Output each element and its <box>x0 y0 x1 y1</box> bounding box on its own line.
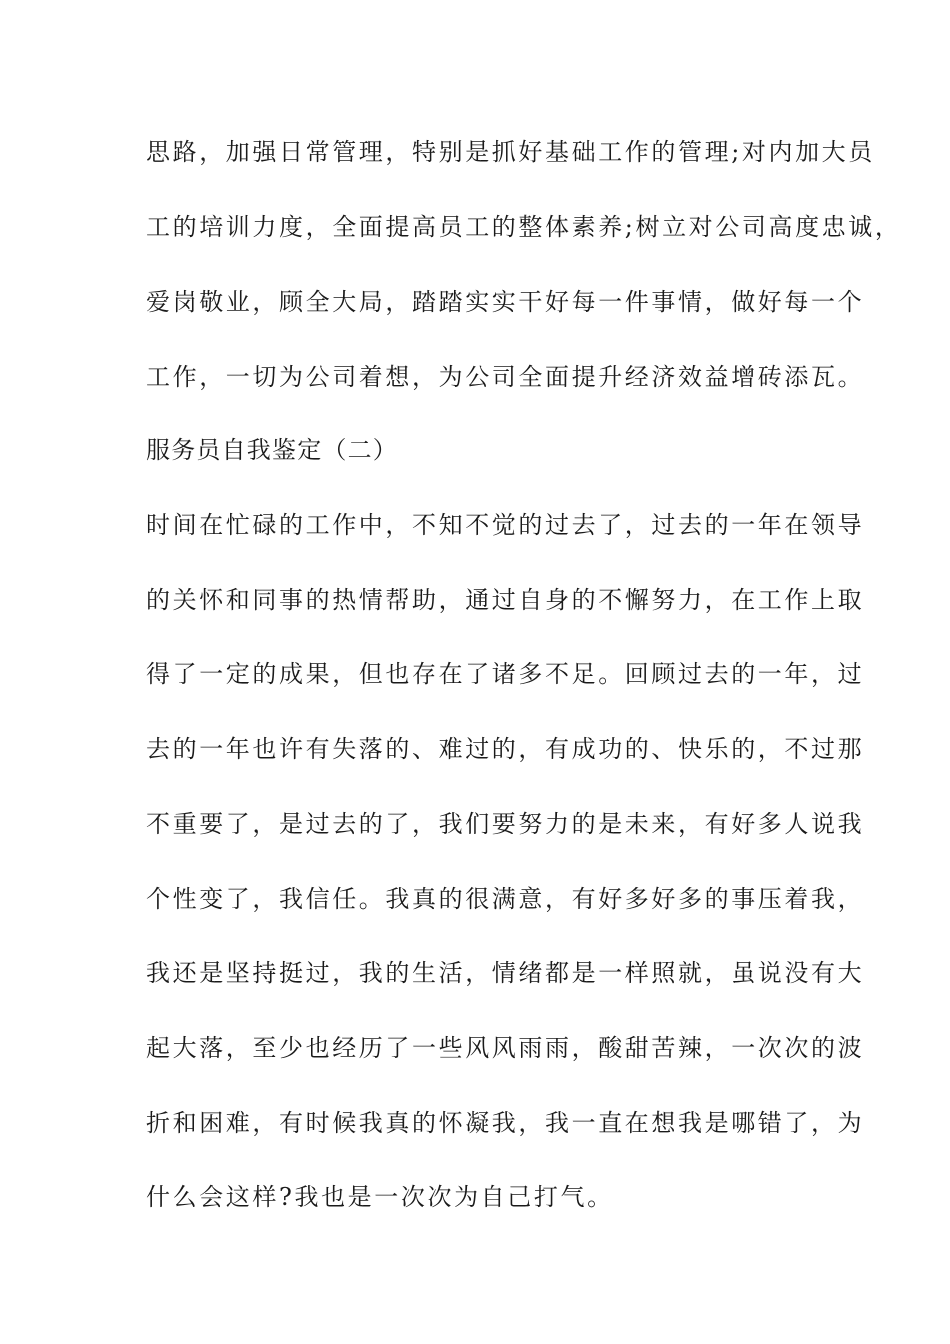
text-line: 思路，加强日常管理，特别是抓好基础工作的管理;对内加大员 <box>146 138 875 166</box>
text-line: 去的一年也许有失落的、难过的，有成功的、快乐的，不过那 <box>146 735 865 763</box>
text-line: 我还是坚持挺过，我的生活，情绪都是一样照就，虽说没有大 <box>146 959 865 987</box>
text-line: 的关怀和同事的热情帮助，通过自身的不懈努力，在工作上取 <box>146 586 865 614</box>
text-line: 什么会这样?我也是一次次为自己打气。 <box>146 1183 614 1211</box>
text-line: 折和困难，有时候我真的怀凝我，我一直在想我是哪错了，为 <box>146 1109 865 1137</box>
text-line: 时间在忙碌的工作中，不知不觉的过去了，过去的一年在领导 <box>146 511 865 539</box>
text-line: 工作，一切为公司着想，为公司全面提升经济效益增砖添瓦。 <box>146 363 865 391</box>
text-line: 起大落，至少也经历了一些风风雨雨，酸甜苦辣，一次次的波 <box>146 1034 865 1062</box>
text-line: 爱岗敬业，顾全大局，踏踏实实干好每一件事情，做好每一个 <box>146 288 865 316</box>
text-line: 不重要了，是过去的了，我们要努力的是未来，有好多人说我 <box>146 810 865 838</box>
section-heading: 服务员自我鉴定（二） <box>146 436 398 464</box>
text-line: 个性变了，我信任。我真的很满意，有好多好多的事压着我， <box>146 885 865 913</box>
text-line: 工的培训力度，全面提高员工的整体素养;树立对公司高度忠诚， <box>146 213 902 241</box>
text-line: 得了一定的成果，但也存在了诸多不足。回顾过去的一年，过 <box>146 660 865 688</box>
